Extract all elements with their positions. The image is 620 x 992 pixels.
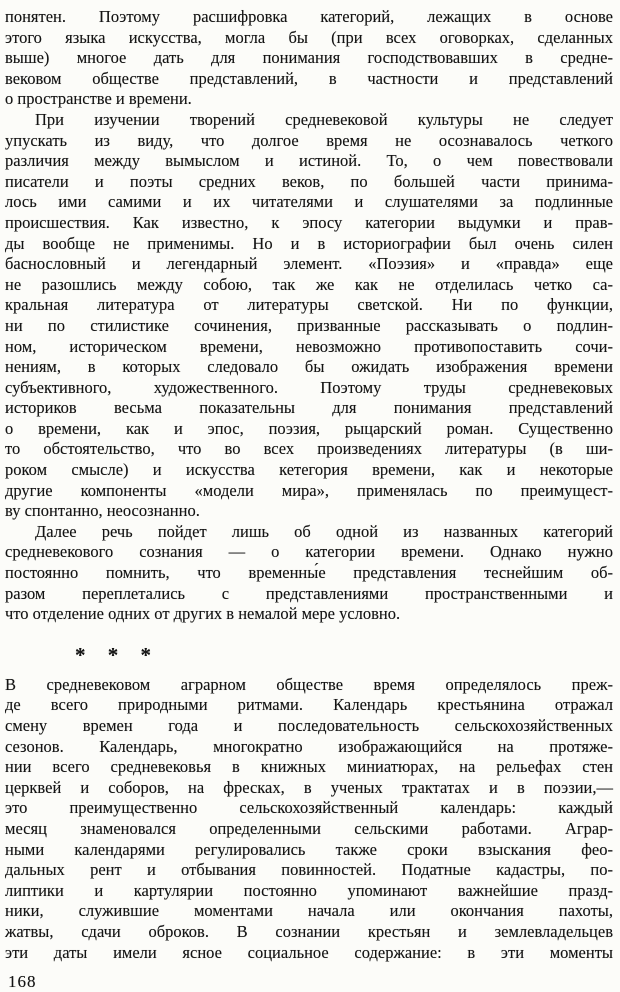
text-line: понятен. Поэтому расшифровка категорий, лежащих в основе — [5, 7, 613, 26]
text-line: церквей и соборов, на фресках, в ученых трактатах и в поэзии,— — [5, 777, 613, 797]
paragraph-1 — [5, 7, 613, 110]
text-line: В средневековом аграрном обществе время определялось преж- — [5, 674, 613, 694]
text-line: сезонов. Календарь, многократно изображающийся на протяже- — [5, 736, 613, 756]
text-line: разом переплетались с представлениями пространственными и — [5, 583, 613, 603]
paragraph-2 — [5, 110, 613, 522]
text-line: что отделение одних от других в немалой мере условно. — [5, 604, 401, 624]
text-line: При изучении творений средневековой культуры не следует — [35, 109, 613, 129]
text-line: де всего природными ритмами. Календарь крестьянина отражал — [5, 695, 613, 715]
text-line: нии всего средневековья в книжных миниатюрах, на рельефах стен — [5, 757, 613, 777]
text-line: выше) многое дать для понимания господствовавших в средне- — [5, 48, 613, 68]
text-line: ни по стилистике сочинения, призванные рассказывать о подлин- — [5, 315, 613, 335]
text-line: не разошлись между собою, так же как не отделилась четко са- — [5, 274, 613, 294]
text-line: ники, служившие моментами начала или окончания пахоты, — [5, 901, 613, 921]
text-line: эти даты имели ясное социальное содержание: в эти моменты — [5, 942, 613, 962]
section-separator-asterisks: * * * — [75, 642, 155, 667]
text-line: смену времен года и последовательность сельскохозяйственных — [5, 716, 613, 735]
paragraph-4 — [5, 675, 613, 963]
text-line: баснословный и легендарный элемент. «Поэзия» и «правда» еще — [5, 254, 613, 274]
text-line: дальных рент и отбывания повинностей. Податные кадастры, по- — [5, 860, 613, 880]
text-line: ву спонтанно, неосознанно. — [5, 501, 200, 521]
text-line: Далее речь пойдет лишь об одной из названных категорий — [35, 521, 613, 541]
text-line: кральная литература от литературы светской. Ни по функции, — [5, 295, 613, 315]
text-line: различия между вымыслом и истиной. То, о чем повествовали — [5, 151, 613, 171]
text-line: ными календарями регулировались также сроки взыскания фео- — [5, 839, 613, 859]
text-line: о пространстве и времени. — [5, 89, 192, 109]
text-line: лось ими самими и их читателями и слушателями за подлинные — [5, 192, 613, 212]
text-line: ном, историческом времени, невозможно противопоставить сочи- — [5, 336, 613, 356]
text-line: то обстоятельство, что во всех произведениях литературы (в ши- — [5, 439, 613, 459]
text-line: липтики и картулярии постоянно упоминают важнейшие празд- — [5, 880, 613, 900]
text-line: о времени, как и эпос, поэзия, рыцарский роман. Существенно — [5, 418, 613, 438]
text-line: средневекового сознания — о категории времени. Однако нужно — [5, 542, 613, 562]
text-line: другие компоненты «модели мира», применялась по преимущест- — [5, 480, 613, 500]
text-line: постоянно помнить, что временны́е представления теснейшим об- — [5, 563, 613, 583]
text-line: нениям, в которых следовало бы ожидать изображения времени — [5, 357, 613, 377]
text-line: месяц знаменовался определенными сельскими работами. Аграр- — [5, 818, 613, 838]
text-line: субъективного, художественного. Поэтому труды средневековых — [5, 377, 613, 397]
text-line: писатели и поэты средних веков, по большей части принима- — [5, 171, 613, 191]
text-line: упускать из виду, что долгое время не осознавалось четкого — [5, 130, 613, 150]
text-line: этого языка искусства, могла бы (при всех оговорках, сделанных — [5, 27, 613, 47]
text-line: происшествия. Как известно, к эпосу категории выдумки и прав- — [5, 212, 613, 232]
page-number: 168 — [8, 972, 37, 992]
text-line: ды вообще не применимы. Но и в историографии был очень силен — [5, 233, 613, 253]
text-line: жатвы, сдачи оброков. В сознании крестьян и землевладельцев — [5, 921, 613, 941]
text-line: вековом обществе представлений, в частности и представлений — [5, 68, 613, 88]
text-line: роком смысле) и искусства кетегория времени, как и некоторые — [5, 460, 613, 480]
paragraph-3 — [5, 522, 613, 625]
text-line: историков весьма показательны для понимания представлений — [5, 398, 613, 418]
text-line: это преимущественно сельскохозяйственный календарь: каждый — [5, 798, 613, 818]
